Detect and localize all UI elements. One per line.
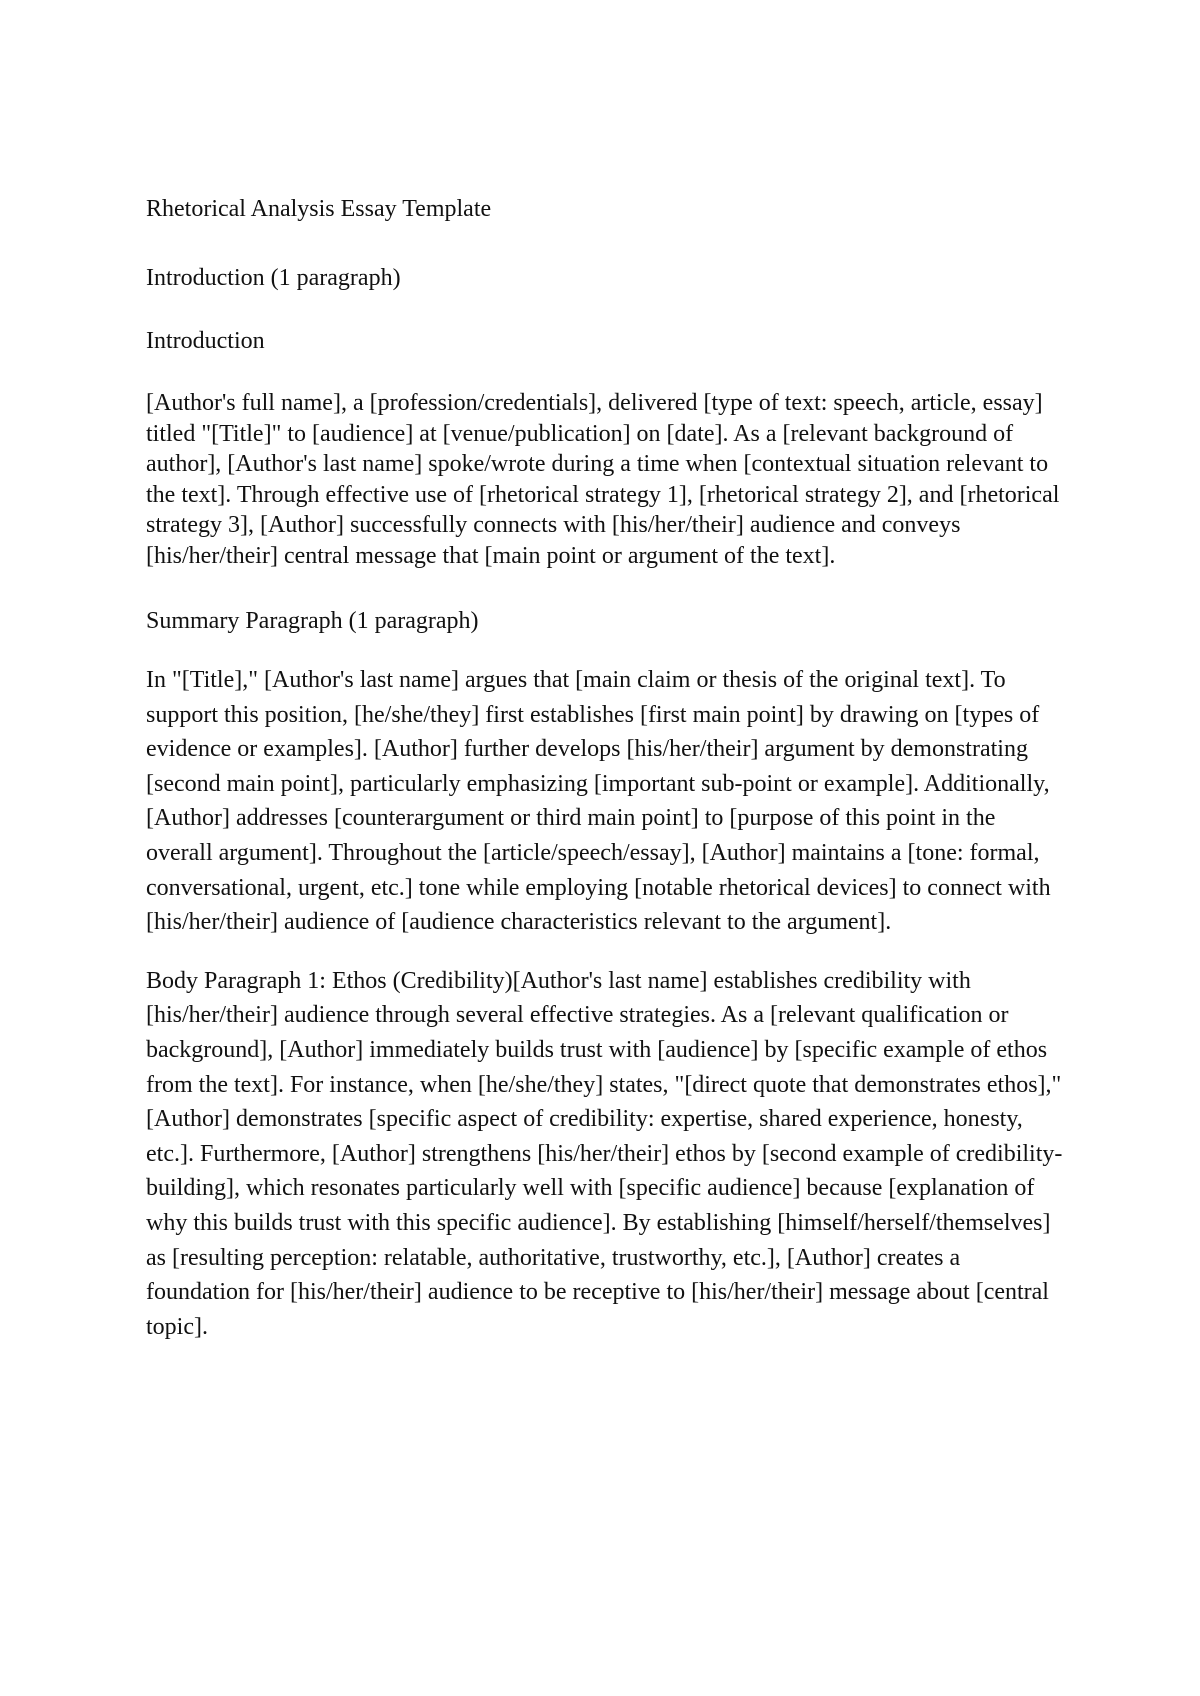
introduction-section-heading: Introduction (1 paragraph) [146,265,401,291]
document-title: Rhetorical Analysis Essay Template [146,196,492,222]
introduction-heading: Introduction [146,328,265,354]
introduction-paragraph: [Author's full name], a [profession/credentials], delivered [type of text: speech, article, essay] titled "[Title]" to [audience] at [venue/publication] on [date]. As a [relevant background of author], [Author's last name] spoke/wrote during a time when [contextual situation relevant to the text]. Through effective use of [rhetorical strategy 1], [rhetorical strategy 2], and [rhetorical strategy 3], [Author] successfully connects with [his/her/their] audience and conveys [his/her/their] central message that [main point or argument of the text]. [146,390,1060,569]
body-paragraph-1: Body Paragraph 1: Ethos (Credibility)[Author's last name] establishes credibility with [his/her/their] audience through several effective strategies. As a [relevant qualification or background], [Author] immediately builds trust with [audience] by [specific example of ethos from the text]. For instance, when [he/she/they] states, "[direct quote that demonstrates ethos]," [Author] demonstrates [specific aspect of credibility: expertise, shared experience, honesty, etc.]. Furthermore, [Author] strengthens [his/her/their] ethos by [second example of credibility-building], which resonates particularly well with [specific audience] because [explanation of why this builds trust with this specific audience]. By establishing [himself/herself/themselves] as [resulting perception: relatable, authoritative, trustworthy, etc.], [Author] creates a foundation for [his/her/their] audience to be receptive to [his/her/their] message about [central topic]. [146,967,1063,1340]
summary-paragraph: In "[Title]," [Author's last name] argues that [main claim or thesis of the original text]. To support this position, [he/she/they] first establishes [first main point] by drawing on [types of evidence or examples]. [Author] further develops [his/her/their] argument by demonstrating [second main point], particularly emphasizing [important sub-point or example]. Additionally, [Author] addresses [counterargument or third main point] to [purpose of this point in the overall argument]. Throughout the [article/speech/essay], [Author] maintains a [tone: formal, conversational, urgent, etc.] tone while employing [notable rhetorical devices] to connect with [his/her/their] audience of [audience characteristics relevant to the argument]. [146,667,1051,936]
summary-heading: Summary Paragraph (1 paragraph) [146,608,479,634]
document-body [146,194,1066,1344]
